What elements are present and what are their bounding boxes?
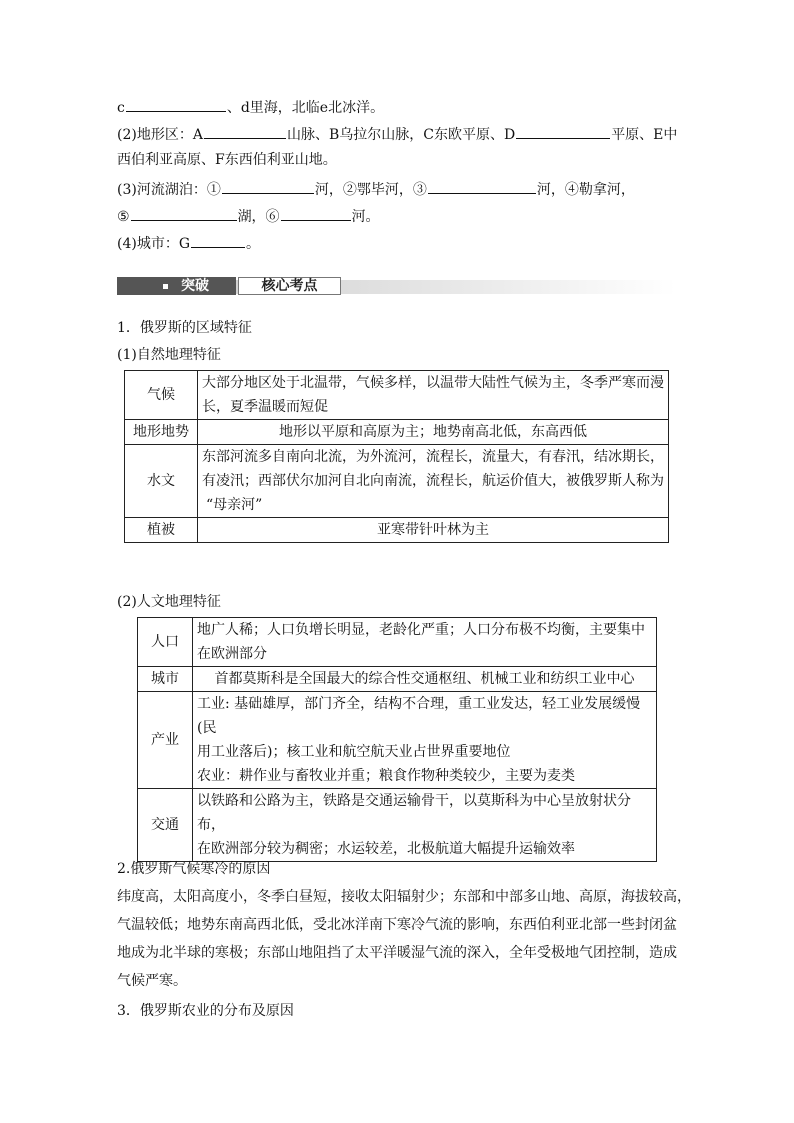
- fill-line-4: [117, 179, 635, 199]
- text: ⑤: [117, 209, 130, 225]
- row-header: 城市: [138, 667, 193, 692]
- fill-line-6: [117, 233, 260, 253]
- row-content: [198, 518, 669, 543]
- section-2-line: 纬度高，太阳高度小，冬季白昼短，接收太阳辐射少；东部和中部多山地、高原，海拔较高，: [117, 889, 691, 905]
- fill-line-3: 西伯利亚高原、F东西伯利亚山地。: [117, 152, 337, 168]
- cell-line: 工业: 基础雄厚，部门齐全，结构不合理，重工业发达，轻工业发展缓慢(民: [197, 696, 641, 736]
- row-header: 产业: [138, 692, 193, 789]
- table-row: [138, 667, 657, 692]
- section-1-sub-2: (2)人文地理特征: [117, 594, 221, 610]
- section-3-title: 3．俄罗斯农业的分布及原因: [117, 1003, 294, 1019]
- row-content: [193, 618, 657, 667]
- table-row: [125, 445, 669, 518]
- row-content: [193, 667, 657, 692]
- cell-line: 长，夏季温暖而短促: [202, 399, 328, 415]
- cell-line: 东部河流多自南向北流，为外流河，流程长，流量大，有春汛，结冰期长，: [202, 449, 664, 465]
- banner-dark-tab: [117, 277, 236, 295]
- human-features-table: [137, 617, 657, 862]
- answer-blank[interactable]: [131, 206, 237, 221]
- cell-line: 地广人稀；人口负增长明显，老龄化严重；人口分布极不均衡，主要集中: [197, 622, 645, 638]
- cell-line: 大部分地区处于北温带，气候多样，以温带大陆性气候为主，冬季严寒而漫: [202, 375, 664, 391]
- cell-line: 有凌汛；西部伏尔加河自北向南流，流程长，航运价值大，被俄罗斯人称为: [202, 473, 664, 489]
- fill-line-1: [117, 97, 384, 117]
- text: 湖，⑥: [237, 209, 280, 225]
- table-row: [138, 789, 657, 862]
- answer-blank[interactable]: [222, 179, 314, 194]
- row-content: [198, 420, 669, 445]
- text: c: [117, 100, 125, 116]
- square-bullet-icon: [163, 284, 168, 289]
- text: 山脉、B乌拉尔山脉，C东欧平原、D: [286, 127, 516, 143]
- cell-line: 用工业落后)；核工业和航空航天业占世界重要地位: [197, 744, 511, 760]
- table-row: [138, 692, 657, 789]
- text: 河，②鄂毕河，③: [314, 182, 427, 198]
- answer-blank[interactable]: [516, 124, 610, 139]
- cell-line: 农业：耕作业与畜牧业并重；粮食作物种类较少，主要为麦类: [197, 768, 575, 784]
- natural-features-table: [124, 370, 669, 543]
- cell-line: 在欧洲部分: [197, 646, 267, 662]
- fill-line-2: [117, 124, 677, 144]
- section-2-line: 地成为北半球的寒极；东部山地阻挡了太平洋暖湿气流的深入，全年受极地气团控制，造成: [117, 945, 677, 961]
- row-header: 交通: [138, 789, 193, 862]
- cell-line: 在欧洲部分较为稠密；水运较差，北极航道大幅提升运输效率: [197, 841, 575, 857]
- text: 河，④勒拿河，: [536, 182, 635, 198]
- cell-line: 首都莫斯科是全国最大的综合性交通枢纽、机械工业和纺织工业中心: [214, 671, 635, 687]
- section-2-line: 气温较低；地势东南高西北低，受北冰洋南下寒冷气流的影响，东西伯利亚北部一些封闭盆: [117, 917, 677, 933]
- answer-blank[interactable]: [428, 179, 536, 194]
- answer-blank[interactable]: [281, 206, 351, 221]
- answer-blank[interactable]: [204, 124, 286, 139]
- table-row: [125, 371, 669, 420]
- cell-line: “母亲河”: [206, 497, 263, 513]
- section-2-title: 2.俄罗斯气候寒冷的原因: [117, 861, 271, 877]
- row-header: 水文: [125, 445, 198, 518]
- row-content: [193, 789, 657, 862]
- text: (4)城市：G: [117, 236, 191, 252]
- row-content: [193, 692, 657, 789]
- row-header: 气候: [125, 371, 198, 420]
- cell-line: 地形以平原和高原为主；地势南高北低，东高西低: [279, 424, 587, 440]
- text: 平原、E中: [611, 127, 678, 143]
- text: (3)河流湖泊：①: [117, 182, 221, 198]
- text: 河。: [351, 209, 380, 225]
- row-content: [198, 445, 669, 518]
- table-row: [125, 420, 669, 445]
- answer-blank[interactable]: [126, 97, 226, 112]
- table-row: [125, 518, 669, 543]
- section-1-sub-1: (1)自然地理特征: [117, 347, 221, 363]
- text: (2)地形区：A: [117, 127, 203, 143]
- section-2-line: 气候严寒。: [117, 973, 187, 989]
- fill-line-5: [117, 206, 380, 226]
- table-row: [138, 618, 657, 667]
- banner-dark-label: 突破: [181, 278, 209, 294]
- text: 、d里海，北临e北冰洋。: [226, 100, 385, 116]
- answer-blank[interactable]: [191, 233, 245, 248]
- text: 。: [246, 236, 261, 252]
- row-header: 人口: [138, 618, 193, 667]
- cell-line: 亚寒带针叶林为主: [377, 522, 489, 538]
- section-1-title: 1．俄罗斯的区域特征: [117, 320, 252, 336]
- row-header: 植被: [125, 518, 198, 543]
- row-header: 地形地势: [125, 420, 198, 445]
- section-banner: [117, 274, 676, 298]
- banner-light-label: 核心考点: [238, 277, 341, 295]
- cell-line: 以铁路和公路为主，铁路是交通运输骨干，以莫斯科为中心呈放射状分布，: [197, 793, 631, 833]
- row-content: [198, 371, 669, 420]
